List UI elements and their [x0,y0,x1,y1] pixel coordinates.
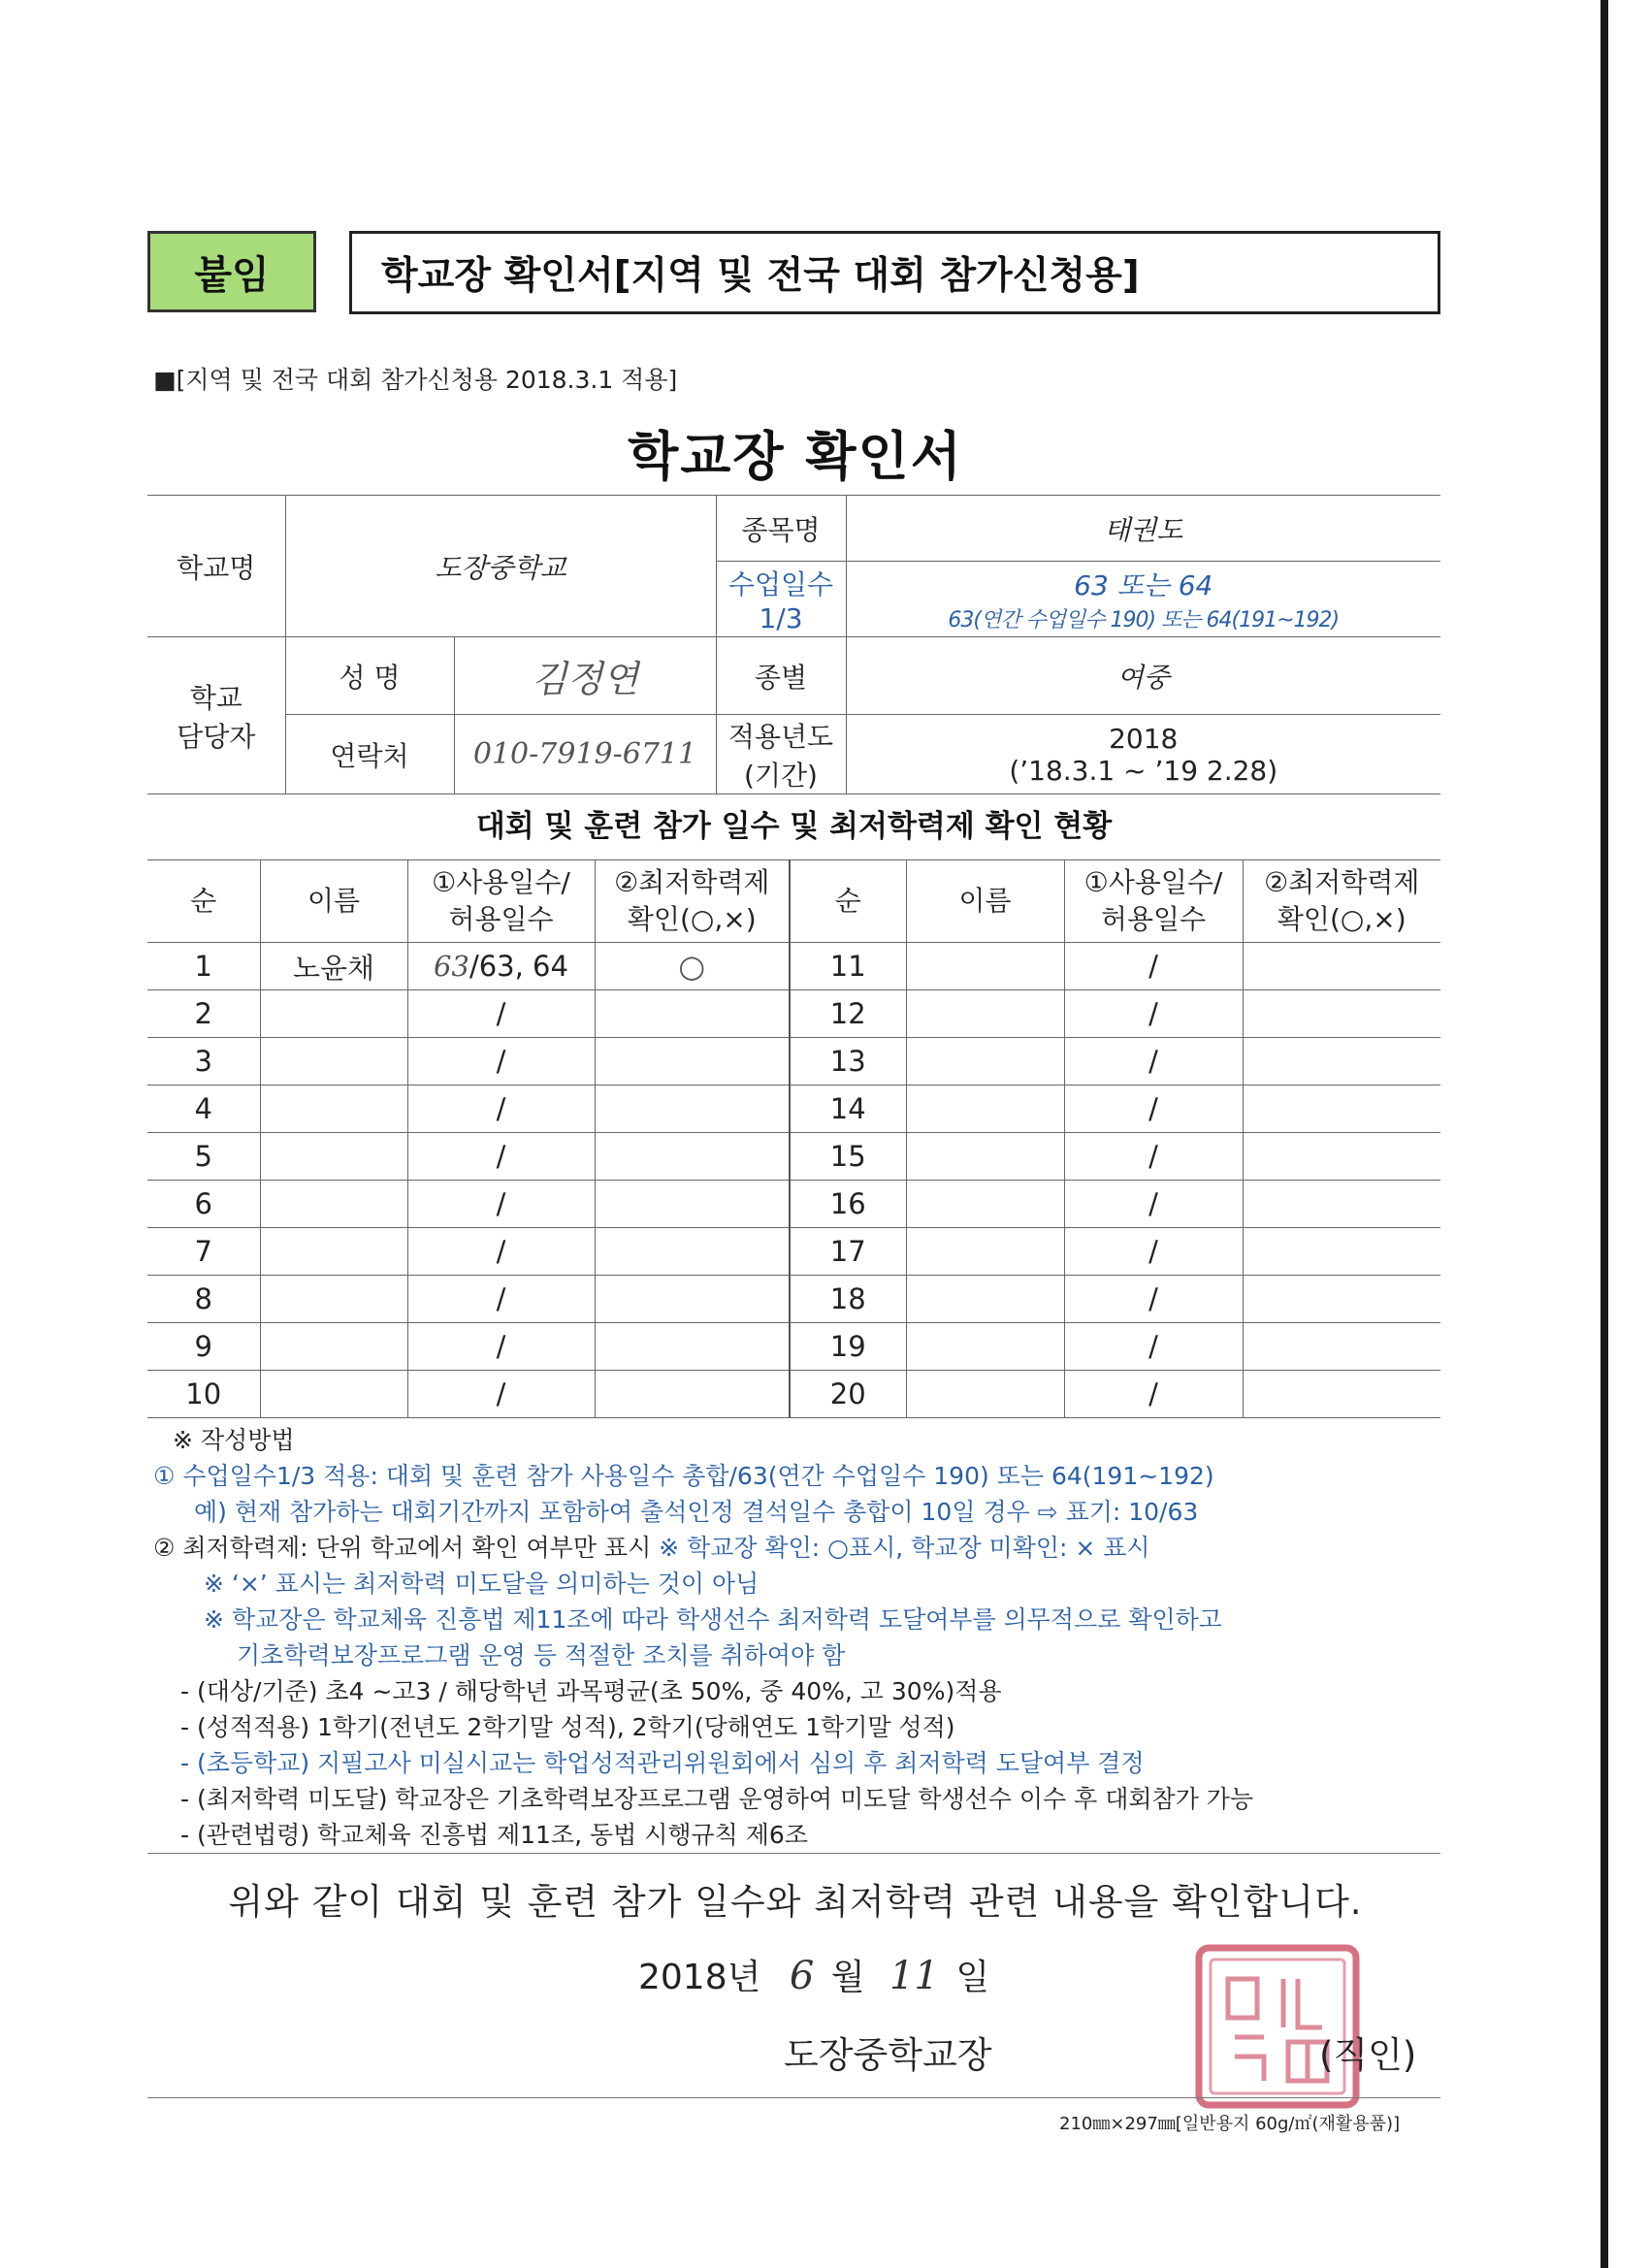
category-value: 여중 [846,637,1440,715]
row-days: / [1064,1228,1243,1276]
row-no: 4 [147,1085,260,1133]
table-row [147,943,1440,990]
row-days: / [407,1371,595,1418]
table-row [147,1038,1440,1085]
row-check [595,1371,790,1418]
divider [147,1853,1440,1854]
attachment-badge: 붙임 [147,231,316,312]
application-note: ■[지역 및 전국 대회 참가신청용 2018.3.1 적용] [153,366,678,394]
row-days: / [407,1228,595,1276]
apply-year-label: 적용년도 (기간) [716,715,846,794]
row-check [595,1085,790,1133]
row-days: / [407,1085,595,1133]
category-label: 종별 [716,637,846,715]
row-days: / [1064,1371,1243,1418]
principal-name: 도장중학교장 [784,2034,992,2076]
row-name [906,1181,1064,1228]
table-row [147,1181,1440,1228]
row-no: 12 [790,990,906,1038]
school-name-label: 학교명 [147,496,285,637]
row-no: 6 [147,1181,260,1228]
row-no: 20 [790,1371,906,1418]
confirmation-statement: 위와 같이 대회 및 훈련 참가 일수와 최저학력 관련 내용을 확인합니다. [228,1881,1363,1923]
apply-year-value: 2018 (’18.3.1 ~ ’19 2.28) [846,715,1440,794]
row-days: / [1064,943,1243,990]
row-no: 2 [147,990,260,1038]
detail-3: - (초등학교) 지필고사 미실시교는 학업성적관리위원회에서 심의 후 최저학력 도달여부 결정 [180,1749,1145,1777]
row-days: / [1064,990,1243,1038]
row-no: 16 [790,1181,906,1228]
staff-name-handwritten: 김정연 [454,637,716,715]
class-days-label: 수업일수 1/3 [716,562,846,637]
row-check [1243,1323,1440,1371]
month-handwritten: 6 [789,1954,815,1998]
row-check [1243,1181,1440,1228]
signature-date: 2018년 6 월 11 일 [638,1954,990,1998]
col-no: 순 [147,860,260,943]
table-row [147,1228,1440,1276]
row-check [1243,1228,1440,1276]
section-title: 대회 및 훈련 참가 일수 및 최저학력제 확인 현황 [475,809,1113,844]
row-days: / [1064,1323,1243,1371]
table-row [147,1371,1440,1418]
table-row [147,1276,1440,1323]
detail-1: - (대상/기준) 초4 ~고3 / 해당학년 과목평균(초 50%, 중 40%, 고 30%)적용 [180,1677,1002,1705]
table-header-row [147,860,1440,943]
row-check [595,1323,790,1371]
row-check [1243,990,1440,1038]
row-check [595,1181,790,1228]
row-check [1243,1038,1440,1085]
table-row [147,1323,1440,1371]
class-days-value: 63 또는 64 63(연간 수업일수 190) 또는 64(191~192) [846,562,1440,637]
row-check [595,990,790,1038]
row-name [260,1038,407,1085]
note-3: ※ ‘×’ 표시는 최저학력 미도달을 의미하는 것이 아님 [204,1570,760,1598]
row-no: 13 [790,1038,906,1085]
sport-value: 태권도 [846,496,1440,562]
detail-5: - (관련법령) 학교체육 진흥법 제11조, 동법 시행규칙 제6조 [180,1821,808,1849]
contact-label: 연락처 [285,715,454,794]
row-days: / [407,1323,595,1371]
row-check [1243,1371,1440,1418]
row-days: 63/63, 64 [407,943,595,990]
row-no: 15 [790,1133,906,1181]
instructions [153,1422,1453,1853]
row-name [260,1371,407,1418]
row-name [906,1323,1064,1371]
row-no: 14 [790,1085,906,1133]
used-days-handwritten: 63 [434,950,469,983]
row-no: 9 [147,1323,260,1371]
participation-table [147,859,1440,1418]
col-check: ②최저학력제 확인(○,×) [595,860,790,943]
row-days: / [407,1276,595,1323]
row-no: 3 [147,1038,260,1085]
contact-handwritten: 010-7919-6711 [454,715,716,794]
row-name [260,1323,407,1371]
row-days: / [1064,1133,1243,1181]
row-check: ○ [595,943,790,990]
row-days: / [407,990,595,1038]
row-no: 11 [790,943,906,990]
row-check [595,1276,790,1323]
detail-2: - (성적적용) 1학기(전년도 2학기말 성적), 2학기(당해연도 1학기말 성적) [180,1713,955,1741]
row-no: 19 [790,1323,906,1371]
row-no: 7 [147,1228,260,1276]
row-name [260,1085,407,1133]
row-check [595,1133,790,1181]
scan-edge [1600,0,1608,2268]
row-name [906,1228,1064,1276]
row-days: / [1064,1085,1243,1133]
row-check [1243,1085,1440,1133]
row-no: 8 [147,1276,260,1323]
row-name [906,1133,1064,1181]
row-name [260,1133,407,1181]
row-no: 5 [147,1133,260,1181]
row-days: / [407,1133,595,1181]
col-check: ②최저학력제 확인(○,×) [1243,860,1440,943]
col-name: 이름 [906,860,1064,943]
row-no: 10 [147,1371,260,1418]
note-2: ② 최저학력제: 단위 학교에서 확인 여부만 표시 ※ 학교장 확인: ○표시, 학교장 미확인: × 표시 [153,1534,1150,1562]
row-name [906,990,1064,1038]
col-days: ①사용일수/ 허용일수 [407,860,595,943]
school-name-value: 도장중학교 [285,496,716,637]
detail-4: - (최저학력 미도달) 학교장은 기초학력보장프로그램 운영하여 미도달 학생선수 이수 후 대회참가 가능 [180,1785,1254,1813]
staff-name-label: 성 명 [285,637,454,715]
row-no: 18 [790,1276,906,1323]
row-check [1243,943,1440,990]
table-row [147,1085,1440,1133]
row-no: 1 [147,943,260,990]
instructions-heading: ※ 작성방법 [173,1426,295,1454]
row-name [260,990,407,1038]
day-handwritten: 11 [889,1954,939,1998]
table-row [147,1133,1440,1181]
row-name: 노윤채 [260,943,407,990]
col-no: 순 [790,860,906,943]
seal-label: (직인) [1319,2034,1417,2076]
row-name [906,1371,1064,1418]
row-days: / [407,1038,595,1085]
note-4-continued: 기초학력보장프로그램 운영 등 적절한 조치를 취하여야 함 [237,1641,846,1669]
note-1: ① 수업일수1/3 적용: 대회 및 훈련 참가 사용일수 총합/63(연간 수업일수 190) 또는 64(191~192) [153,1462,1214,1490]
row-name [260,1181,407,1228]
row-name [906,943,1064,990]
row-no: 17 [790,1228,906,1276]
paper-spec: 210㎜×297㎜[일반용지 60g/㎡(재활용품)] [1059,2114,1401,2134]
row-name [260,1276,407,1323]
row-days: / [1064,1276,1243,1323]
staff-label: 학교 담당자 [147,637,285,794]
row-check [595,1228,790,1276]
note-4: ※ 학교장은 학교체육 진흥법 제11조에 따라 학생선수 최저학력 도달여부를 의무적으로 확인하고 [204,1605,1222,1634]
row-check [1243,1276,1440,1323]
document-header-title: 학교장 확인서[지역 및 전국 대회 참가신청용] [349,231,1440,314]
col-name: 이름 [260,860,407,943]
row-name [906,1085,1064,1133]
sport-label: 종목명 [716,496,846,562]
row-name [260,1228,407,1276]
row-days: / [1064,1181,1243,1228]
row-name [906,1038,1064,1085]
page-title: 학교장 확인서 [628,426,963,487]
col-days: ①사용일수/ 허용일수 [1064,860,1243,943]
row-check [595,1038,790,1085]
row-days: / [1064,1038,1243,1085]
note-1-example: 예) 현재 참가하는 대회기간까지 포함하여 출석인정 결석일수 총합이 10일 경우 ⇨ 표기: 10/63 [194,1498,1199,1526]
row-days: / [407,1181,595,1228]
row-check [1243,1133,1440,1181]
table-row [147,990,1440,1038]
school-info-table [147,495,1440,794]
divider [147,2097,1440,2098]
row-name [906,1276,1064,1323]
